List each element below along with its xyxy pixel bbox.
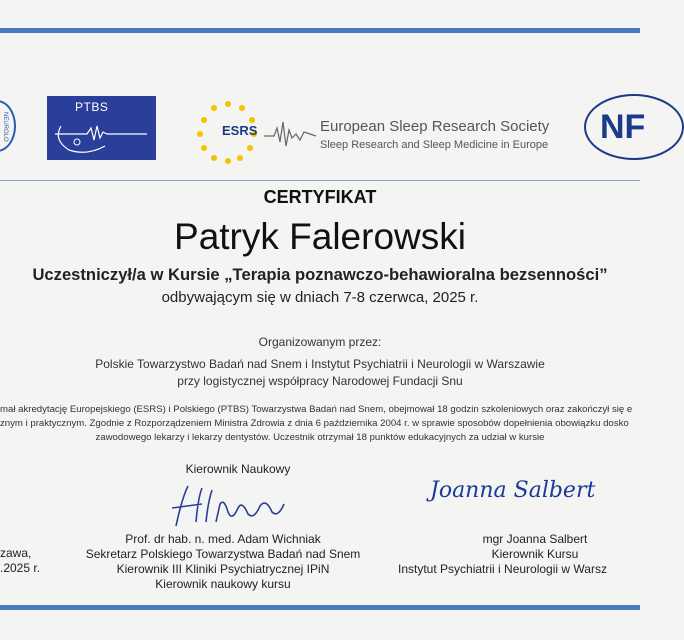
neurology-logo [0,100,16,152]
nfs-logo [584,94,684,160]
dates-line: odbywającym się w dniach 7-8 czerwca, 2025 r. [161,289,479,306]
place-line: zawa, [0,546,32,560]
scientific-director-label: Kierownik Naukowy [185,462,291,476]
esrs-tagline: Sleep Research and Sleep Medicine in Europe [320,139,549,151]
scientific-director-role2: Kierownik III Kliniki Psychiatrycznej IPiN [116,562,330,576]
top-border-rule [0,28,640,33]
course-line: Uczestniczył/a w Kursie „Terapia poznawczo-behawioralna bezsenności” [32,265,608,284]
accreditation-line1: mał akredytację Europejskiego (ESRS) i Polskiego (PTBS) Towarzystwa Badań nad Snem, obejmował 18 godzin szkoleniowych oraz zakończył się e [0,404,633,415]
ptbs-logo [47,96,156,160]
bottom-border-rule [0,605,640,610]
accreditation-line3: zawodowego lekarzy i lekarzy dentystów. Uczestnik otrzymał 18 punktów edukacyjnych za udział w kursie [95,432,545,443]
scientific-director-name: Prof. dr hab. n. med. Adam Wichniak [125,532,321,546]
salbert-signature: Joanna Salbert [430,478,596,503]
organizers-line1: Polskie Towarzystwo Badań nad Snem i Instytut Psychiatrii i Neurologii w Warszawie [95,357,545,371]
certificate-title: CERTYFIKAT [263,187,377,207]
course-manager-institution: Instytut Psychiatrii i Neurologii w Warsz [398,562,607,576]
accreditation-line2: znym i praktycznym. Zgodnie z Rozporządzeniem Ministra Zdrowia z dnia 6 października 2004 r. w sprawie sposobów dopełnienia obowiązku dosko [0,418,629,429]
course-manager-role: Kierownik Kursu [491,547,579,561]
ptbs-wave-icon [47,96,156,160]
esrs-name: European Sleep Research Society [320,118,550,135]
nfs-logo-text: NF [600,108,646,146]
esrs-abbr: ESRS [222,123,258,138]
header-divider [0,180,640,181]
course-manager-name: mgr Joanna Salbert [482,532,588,546]
participant-name: Patryk Falerowski [174,216,466,257]
organized-by-label: Organizowanym przez: [258,335,382,349]
date-line: .2025 r. [0,561,41,575]
neurology-logo-text: NEUROLO [2,112,8,142]
wichniak-signature [162,478,292,532]
esrs-wave-icon [264,112,316,152]
ptbs-logo-text: PTBS [75,100,109,114]
scientific-director-role3: Kierownik naukowy kursu [155,577,291,591]
scientific-director-role1: Sekretarz Polskiego Towarzystwa Badań nad Snem [85,547,361,561]
organizers-line2: przy logistycznej współpracy Narodowej Fundacji Snu [177,374,463,388]
